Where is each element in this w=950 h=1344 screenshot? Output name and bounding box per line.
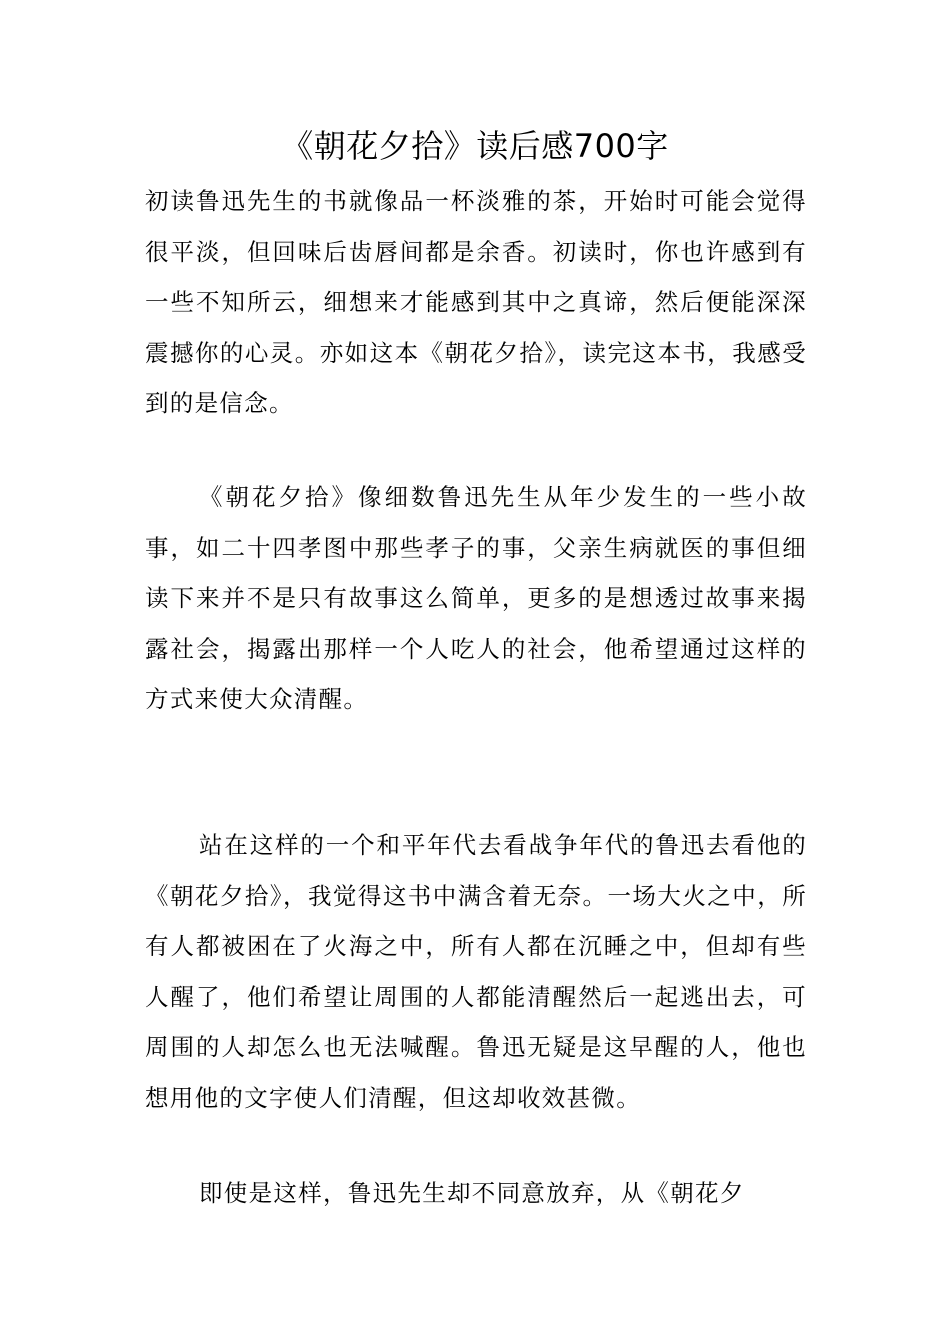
document-title: 《朝花夕拾》读后感700字	[281, 127, 669, 165]
paragraph-3: 站在这样的一个和平年代去看战争年代的鲁迅去看他的《朝花夕拾》，我觉得这书中满含着无奈。一场大火之中，所有人都被困在了火海之中，所有人都在沉睡之中，但却有些人醒了，他们希望让周围的人都能清醒然后一起逃出去，可周围的人却怎么也无法喊醒。鲁迅无疑是这早醒的人，他也想用他的文字使人们清醒，但这却收效甚微。	[145, 831, 807, 1112]
paragraph-2: 《朝花夕拾》像细数鲁迅先生从年少发生的一些小故事，如二十四孝图中那些孝子的事，父亲生病就医的事但细读下来并不是只有故事这么简单，更多的是想透过故事来揭露社会，揭露出那样一个人吃人的社会，他希望通过这样的方式来使大众清醒。	[145, 483, 807, 713]
paragraph-1: 初读鲁迅先生的书就像品一杯淡雅的茶，开始时可能会觉得很平淡，但回味后齿唇间都是余香。初读时，你也许感到有一些不知所云，细想来才能感到其中之真谛，然后便能深深震撼你的心灵。亦如这本《朝花夕拾》，读完这本书，我感受到的是信念。	[145, 187, 807, 417]
paragraph-4: 即使是这样，鲁迅先生却不同意放弃，从《朝花夕	[199, 1179, 745, 1207]
